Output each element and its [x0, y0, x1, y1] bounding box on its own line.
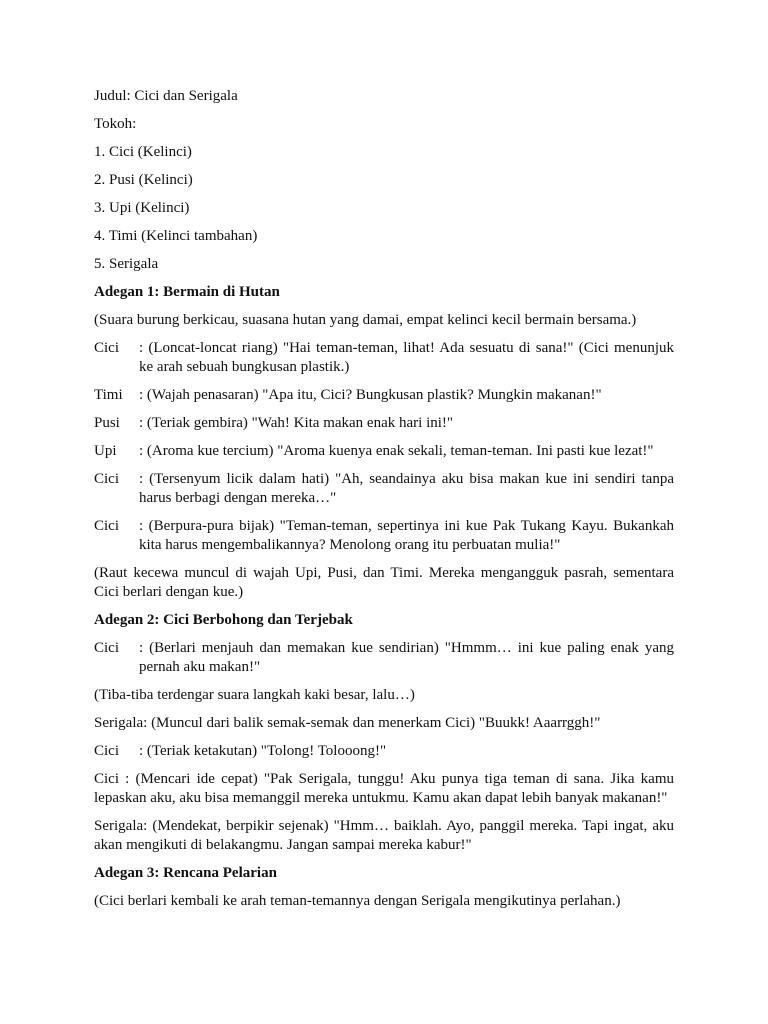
dialog-text: : (Loncat-loncat riang) "Hai teman-teman, lihat! Ada sesuatu di sana!" (Cici menunjuk ke arah sebuah bungkusan plastik.)	[139, 340, 674, 375]
speaker-name: Cici	[94, 340, 119, 356]
dialog-text: : (Wajah penasaran) "Apa itu, Cici? Bungkusan plastik? Mungkin makanan!"	[139, 387, 602, 403]
dialog-line	[94, 339, 674, 377]
dialog-text: : (Tersenyum licik dalam hati) "Ah, seandainya aku bisa makan kue ini sendiri tanpa harus berbagi dengan mereka…"	[139, 471, 674, 506]
tokoh-label: Tokoh:	[94, 116, 137, 132]
stage-direction: (Cici berlari kembali ke arah teman-temannya dengan Serigala mengikutinya perlahan.)	[94, 893, 621, 909]
dialog-paragraph: Cici : (Mencari ide cepat) "Pak Serigala, tunggu! Aku punya tiga teman di sana. Jika kamu lepaskan aku, aku bisa memanggil mereka untukmu. Kamu akan dapat lebih banyak makanan!"	[94, 771, 674, 806]
dialog-line	[94, 386, 674, 405]
stage-direction: (Tiba-tiba terdengar suara langkah kaki besar, lalu…)	[94, 687, 415, 703]
dialog-text: : (Teriak gembira) "Wah! Kita makan enak hari ini!"	[139, 415, 454, 431]
dialog-text: : (Teriak ketakutan) "Tolong! Tolooong!"	[139, 743, 387, 759]
speaker-name: Cici	[94, 518, 119, 534]
tokoh-item: 5. Serigala	[94, 256, 159, 272]
dialog-line	[94, 442, 674, 461]
tokoh-item: 4. Timi (Kelinci tambahan)	[94, 228, 258, 244]
speaker-name: Upi	[94, 443, 117, 459]
dialog-paragraph: Serigala: (Muncul dari balik semak-semak dan menerkam Cici) "Buukk! Aaarrggh!"	[94, 715, 601, 731]
tokoh-item: 1. Cici (Kelinci)	[94, 144, 192, 160]
speaker-name: Timi	[94, 387, 123, 403]
speaker-name: Cici	[94, 640, 119, 656]
title-line: Judul: Cici dan Serigala	[94, 88, 238, 104]
tokoh-item: 3. Upi (Kelinci)	[94, 200, 190, 216]
stage-direction: (Raut kecewa muncul di wajah Upi, Pusi, dan Timi. Mereka mengangguk pasrah, sementara Cici berlari dengan kue.)	[94, 565, 674, 600]
scene-heading: Adegan 3: Rencana Pelarian	[94, 865, 277, 881]
speaker-name: Cici	[94, 471, 119, 487]
stage-direction: (Suara burung berkicau, suasana hutan yang damai, empat kelinci kecil bermain bersama.)	[94, 312, 637, 328]
scene-heading: Adegan 2: Cici Berbohong dan Terjebak	[94, 612, 353, 628]
dialog-line	[94, 517, 674, 555]
speaker-name: Cici	[94, 743, 119, 759]
dialog-line	[94, 414, 674, 433]
dialog-text: : (Berpura-pura bijak) "Teman-teman, sepertinya ini kue Pak Tukang Kayu. Bukankah kita harus mengembalikannya? Menolong orang itu perbuatan mulia!"	[139, 518, 674, 553]
dialog-paragraph: Serigala: (Mendekat, berpikir sejenak) "Hmm… baiklah. Ayo, panggil mereka. Tapi ingat, aku akan mengikuti di belakangmu. Jangan sampai mereka kabur!"	[94, 818, 674, 853]
dialog-text: : (Aroma kue tercium) "Aroma kuenya enak sekali, teman-teman. Ini pasti kue lezat!"	[139, 443, 654, 459]
tokoh-item: 2. Pusi (Kelinci)	[94, 172, 193, 188]
dialog-line	[94, 742, 674, 761]
dialog-line	[94, 639, 674, 677]
dialog-text: : (Berlari menjauh dan memakan kue sendirian) "Hmmm… ini kue paling enak yang pernah aku makan!"	[139, 640, 674, 675]
dialog-line	[94, 470, 674, 508]
speaker-name: Pusi	[94, 415, 120, 431]
scene-heading: Adegan 1: Bermain di Hutan	[94, 284, 280, 300]
